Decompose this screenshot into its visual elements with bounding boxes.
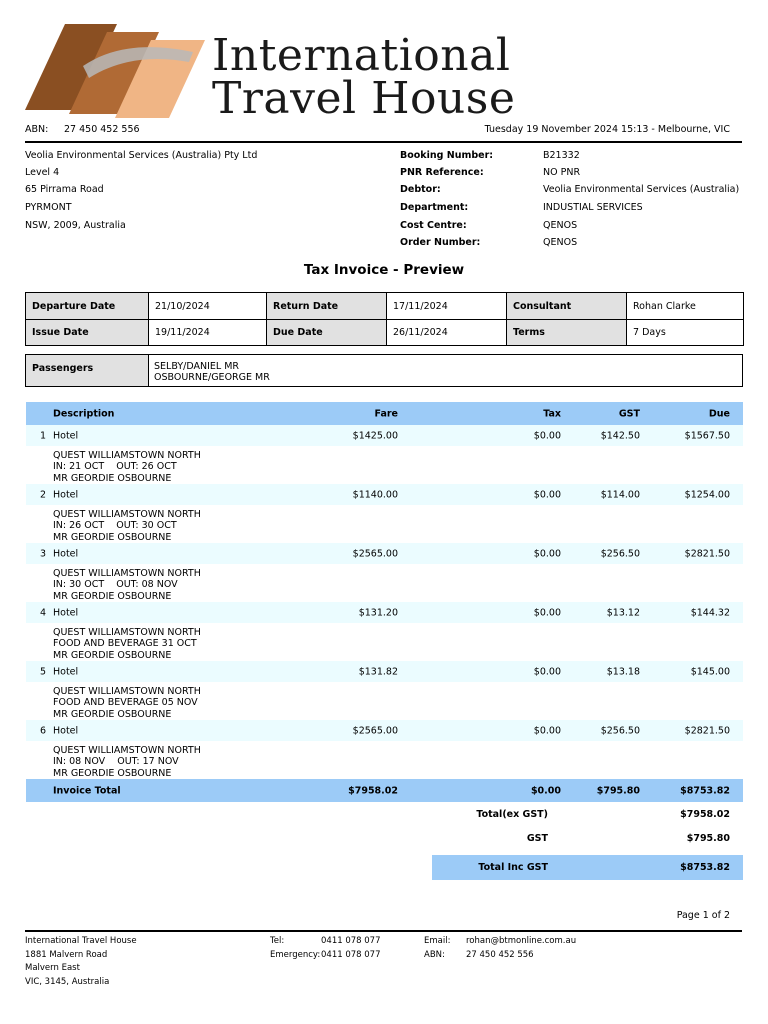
passenger-name: SELBY/DANIEL MR (154, 361, 239, 372)
passengers-label: Passengers (26, 355, 149, 387)
item-type: Hotel (53, 548, 79, 559)
item-due: $144.32 (690, 607, 730, 618)
address-line: 65 Pirrama Road (25, 184, 104, 195)
table-row (26, 602, 743, 623)
gst-label: GST (526, 833, 548, 844)
item-due: $1567.50 (684, 430, 730, 441)
footer-company-line: International Travel House (25, 936, 137, 946)
consultant-value: Rohan Clarke (627, 293, 744, 320)
department-value: INDUSTIAL SERVICES (543, 202, 643, 213)
item-tax: $0.00 (533, 430, 561, 441)
footer-contact-values (466, 935, 576, 962)
item-desc-line: QUEST WILLIAMSTOWN NORTH (53, 450, 201, 461)
item-tax: $0.00 (533, 666, 561, 677)
total-inc-gst-value: $8753.82 (680, 862, 730, 873)
item-desc-line: MR GEORDIE OSBOURNE (53, 708, 172, 720)
footer-abn-label: ABN: (424, 949, 445, 960)
logo-text-line1: International (212, 30, 511, 81)
footer-abn-value: 27 450 452 556 (466, 949, 534, 960)
terms-label: Terms (507, 320, 627, 346)
footer-divider (25, 930, 742, 932)
email-label: Email: (424, 936, 451, 946)
address-line: PYRMONT (25, 202, 72, 213)
item-desc-line: MR GEORDIE OSBOURNE (53, 531, 172, 543)
footer-company-line: VIC, 3145, Australia (25, 976, 110, 987)
booking-number-value: B21332 (543, 150, 580, 161)
item-number: 6 (40, 725, 47, 736)
tel-value: 0411 078 077 (321, 936, 381, 946)
emergency-label: Emergency: (270, 949, 321, 960)
debtor-value: Veolia Environmental Services (Australia) (543, 184, 740, 195)
item-desc-line: IN: 08 NOV OUT: 17 NOV (53, 756, 179, 768)
departure-date-value: 21/10/2024 (149, 293, 267, 320)
item-due: $2821.50 (684, 725, 730, 736)
item-description (26, 623, 743, 661)
description-column-header: Description (53, 408, 115, 419)
item-type: Hotel (53, 725, 79, 736)
item-desc-line: QUEST WILLIAMSTOWN NORTH (53, 627, 201, 638)
return-date-label: Return Date (267, 293, 387, 320)
item-tax: $0.00 (533, 548, 561, 559)
item-gst: $114.00 (600, 489, 640, 500)
item-description (26, 446, 743, 484)
footer-company (25, 935, 137, 989)
item-gst: $142.50 (600, 430, 640, 441)
item-fare: $1140.00 (352, 489, 398, 500)
department-label: Department: (400, 202, 469, 213)
item-desc-line: MR GEORDIE OSBOURNE (53, 590, 172, 602)
dates-table (25, 292, 744, 346)
item-gst: $13.12 (606, 607, 640, 618)
logo-text-line2: Travel House (212, 73, 516, 124)
item-desc-line: FOOD AND BEVERAGE 05 NOV (53, 697, 198, 709)
abn-value: 27 450 452 556 (64, 124, 140, 135)
footer-contact-labels (424, 935, 450, 962)
item-desc-line: FOOD AND BEVERAGE 31 OCT (53, 638, 197, 650)
due-date-label: Due Date (267, 320, 387, 346)
pnr-label: PNR Reference: (400, 167, 484, 178)
table-row (26, 543, 743, 564)
header-divider (25, 141, 742, 143)
item-fare: $2565.00 (352, 725, 398, 736)
item-type: Hotel (53, 430, 79, 441)
item-tax: $0.00 (533, 725, 561, 736)
item-desc-line: IN: 21 OCT OUT: 26 OCT (53, 461, 177, 473)
item-fare: $1425.00 (352, 430, 398, 441)
emergency-value: 0411 078 077 (321, 949, 381, 960)
item-gst: $256.50 (600, 725, 640, 736)
item-type: Hotel (53, 607, 79, 618)
line-items-header (26, 402, 743, 425)
gst-column-header: GST (618, 408, 640, 419)
company-logo-icon (25, 22, 210, 120)
tax-column-header: Tax (543, 408, 561, 419)
item-desc-line: MR GEORDIE OSBOURNE (53, 767, 172, 779)
cost-centre-value: QENOS (543, 220, 578, 231)
table-row (26, 661, 743, 682)
item-due: $2821.50 (684, 548, 730, 559)
item-type: Hotel (53, 489, 79, 500)
passengers-table (25, 354, 743, 387)
gst-value: $795.80 (686, 833, 730, 844)
table-row (26, 720, 743, 741)
total-ex-gst-label: Total(ex GST) (476, 809, 548, 820)
item-tax: $0.00 (533, 607, 561, 618)
tel-label: Tel: (270, 936, 285, 946)
item-desc-line: MR GEORDIE OSBOURNE (53, 649, 172, 661)
address-line: NSW, 2009, Australia (25, 220, 126, 231)
item-number: 4 (40, 607, 47, 618)
item-description (26, 564, 743, 602)
total-ex-gst-value: $7958.02 (680, 809, 730, 820)
item-gst: $13.18 (606, 666, 640, 677)
item-fare: $131.20 (358, 607, 398, 618)
item-fare: $2565.00 (352, 548, 398, 559)
item-number: 5 (40, 666, 47, 677)
due-column-header: Due (708, 408, 730, 419)
issue-date-value: 19/11/2024 (149, 320, 267, 346)
footer-phone-values (321, 935, 380, 962)
line-items-table (26, 402, 743, 802)
item-due: $145.00 (690, 666, 730, 677)
item-description (26, 741, 743, 779)
footer-company-line: Malvern East (25, 963, 80, 973)
item-desc-line: QUEST WILLIAMSTOWN NORTH (53, 745, 201, 756)
terms-value: 7 Days (627, 320, 744, 346)
email-link[interactable]: rohan@btmonline.com.au (466, 936, 577, 946)
item-description (26, 682, 743, 720)
passenger-name: OSBOURNE/GEORGE MR (154, 372, 270, 383)
item-tax: $0.00 (533, 489, 561, 500)
cost-centre-label: Cost Centre: (400, 220, 467, 231)
invoice-total-label: Invoice Total (53, 785, 121, 796)
invoice-total-row (26, 779, 743, 802)
booking-number-label: Booking Number: (400, 150, 494, 161)
departure-date-label: Departure Date (26, 293, 149, 320)
invoice-datetime: Tuesday 19 November 2024 15:13 - Melbourne, VIC (484, 124, 730, 135)
item-fare: $131.82 (358, 666, 398, 677)
item-gst: $256.50 (600, 548, 640, 559)
item-number: 3 (40, 548, 47, 559)
invoice-total-gst: $795.80 (596, 785, 640, 796)
item-desc-line: IN: 26 OCT OUT: 30 OCT (53, 520, 177, 532)
footer-phone-labels (270, 935, 320, 962)
page-number: Page 1 of 2 (676, 910, 730, 921)
order-number-label: Order Number: (400, 237, 481, 248)
abn-label: ABN: (25, 124, 49, 135)
footer-company-line: 1881 Malvern Road (25, 949, 108, 960)
item-type: Hotel (53, 666, 79, 677)
document-title: Tax Invoice - Preview (303, 262, 465, 278)
invoice-total-due: $8753.82 (680, 785, 730, 796)
invoice-total-tax: $0.00 (530, 785, 561, 796)
issue-date-label: Issue Date (26, 320, 149, 346)
due-date-value: 26/11/2024 (387, 320, 507, 346)
item-description (26, 505, 743, 543)
address-line: Veolia Environmental Services (Australia) Pty Ltd (25, 150, 258, 161)
total-inc-gst-label: Total Inc GST (478, 862, 548, 873)
invoice-total-fare: $7958.02 (348, 785, 398, 796)
item-desc-line: IN: 30 OCT OUT: 08 NOV (53, 579, 178, 591)
table-row (26, 425, 743, 446)
order-number-value: QENOS (543, 237, 578, 248)
debtor-label: Debtor: (400, 184, 441, 195)
item-due: $1254.00 (684, 489, 730, 500)
table-row (26, 484, 743, 505)
return-date-value: 17/11/2024 (387, 293, 507, 320)
item-desc-line: QUEST WILLIAMSTOWN NORTH (53, 686, 201, 697)
item-number: 2 (40, 489, 47, 500)
item-number: 1 (40, 430, 47, 441)
item-desc-line: MR GEORDIE OSBOURNE (53, 472, 172, 484)
item-desc-line: QUEST WILLIAMSTOWN NORTH (53, 568, 201, 579)
consultant-label: Consultant (507, 293, 627, 320)
item-desc-line: QUEST WILLIAMSTOWN NORTH (53, 509, 201, 520)
address-line: Level 4 (25, 167, 60, 178)
fare-column-header: Fare (374, 408, 398, 419)
pnr-value: NO PNR (543, 167, 581, 178)
